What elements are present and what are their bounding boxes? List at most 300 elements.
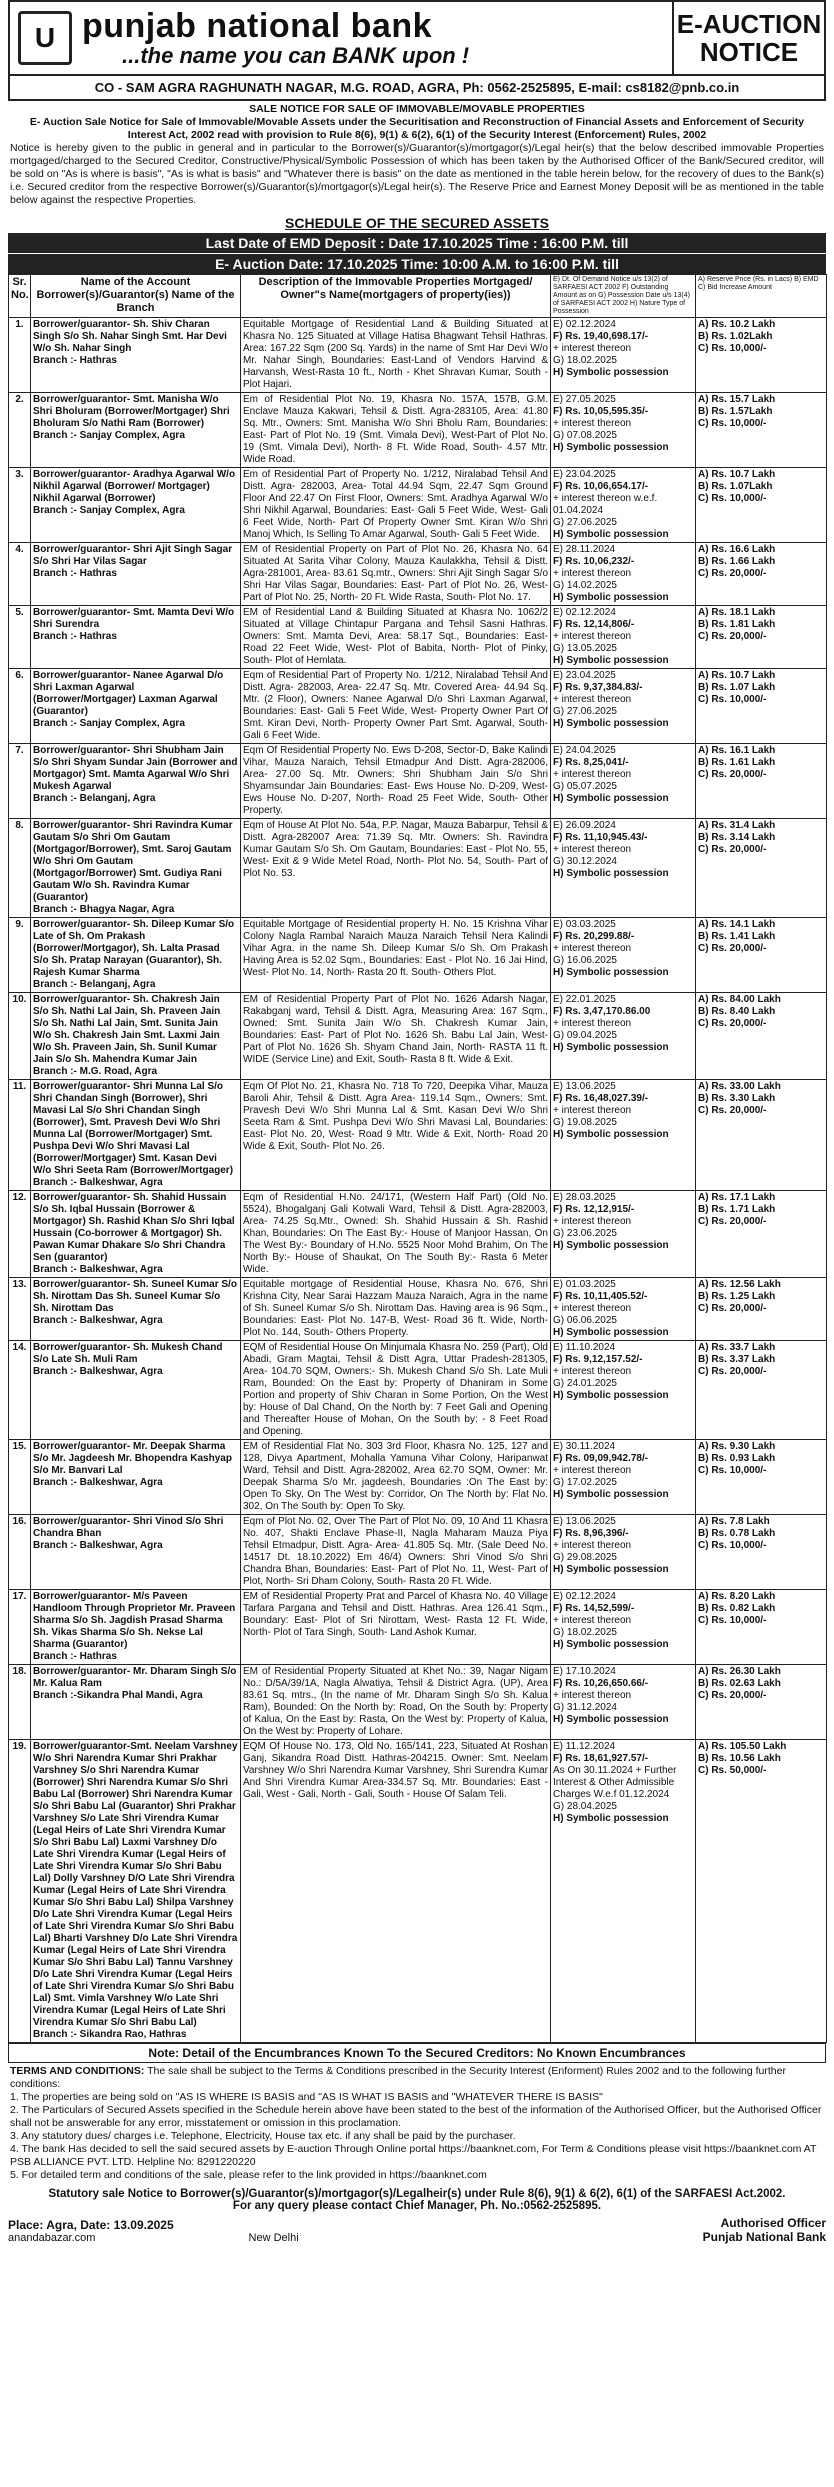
assets-table — [8, 274, 827, 2043]
branch-name: Branch :- Balkeshwar, Agra — [33, 1315, 163, 1326]
party-names: Borrower/guarantor- Sh. Dileep Kumar S/o Late of Sh. Om Prakash (Borrower/Mortgagor), Sh. Lalta Prasad S/o Sh. Pratap Narayan (Guarantor), Sh. Rajesh Kumar Sharma — [33, 919, 235, 978]
row-description: Equitable mortgage of Residential House, Khasra No. 676, Shri Krishna City, Near Sarai Hazzam Mauza Naraich, Agra in the name of Sh. Suneel Kumar S/o Sh. Nirottam Das. Having area is 96 Sqm., Boundaries: East- Plot No. 147-B, West- Road 36 ft. Wide, North- Plot No. 144, South- Others Property. — [241, 1278, 551, 1341]
outstanding-note: + interest thereon — [553, 631, 632, 642]
outstanding-note: + interest thereon — [553, 1216, 632, 1227]
row-sr: 11. — [9, 1080, 31, 1191]
bid-increase: C) Rs. 10,000/- — [698, 694, 767, 705]
reserve-price: A) Rs. 18.1 Lakh — [698, 607, 776, 618]
table-row — [9, 543, 827, 606]
row-party — [31, 543, 241, 606]
row-reserve — [696, 393, 827, 468]
outstanding: F) Rs. 8,96,396/- — [553, 1528, 629, 1539]
table-row — [9, 1191, 827, 1278]
row-description: EM of Residential Property on Part of Plot No. 26, Khasra No. 64 Situated At Sarita Vihar Colony, Mauza Kaulakkha, Tehsil & Distt. Agra-281001, Area- 83.61 Sq.mtr., Owners: Shri Ajit Singh Sagar S/o Shri Har Vilas Sagar, Boundaries: East- Part of Plot No. 26, West- Part of Plot No. 25, North- 20 Ft. Wide Rasta, South- Plot No. 17. — [241, 543, 551, 606]
statutory-line: Statutory sale Notice to Borrower(s)/Guarantor(s)/mortgagor(s)/Legalheir(s) under Rule 8(6), 9(1) & 6(2), 6(1) of the SARFAESI Act.2002. — [48, 2188, 786, 2200]
party-names: Borrower/guarantor- Sh. Chakresh Jain S/o Sh. Nathi Lal Jain, Sh. Praveen Jain S/o Sh. Nathi Lal Jain, Smt. Sunita Jain W/o Sh. Chakresh Jain Smt. Laxmi Jain W/o Sh. Praveen Jain, Sh. Sunil Kumar Jain S/o Sh. Mahendra Kumar Jain — [33, 994, 221, 1065]
row-amounts — [551, 1080, 696, 1191]
possession-type: H) Symbolic possession — [553, 1639, 669, 1650]
branch-name: Branch :- Belanganj, Agra — [33, 979, 156, 990]
outstanding-note: + interest thereon — [553, 1540, 632, 1551]
col-amt: E) Dt. Of Demand Notice u/s 13(2) of SARFAESI ACT 2002 F) Outstanding Amount as on G) Possession Date u/s 13(4) of SARFAESI ACT 2002 H) Nature Type of Possession — [551, 275, 696, 318]
outstanding: F) Rs. 09,09,942.78/- — [553, 1453, 649, 1464]
possession-date: G) 30.12.2024 — [553, 856, 617, 867]
reserve-price: A) Rs. 10.7 Lakh — [698, 469, 776, 480]
bid-increase: C) Rs. 20,000/- — [698, 568, 767, 579]
branch-name: Branch :- Bhagya Nagar, Agra — [33, 904, 175, 915]
party-names: Borrower/guarantor- Shri Vinod S/o Shri Chandra Bhan — [33, 1516, 224, 1539]
bid-increase: C) Rs. 20,000/- — [698, 631, 767, 642]
demand-date: E) 22.01.2025 — [553, 994, 616, 1005]
outstanding-note: + interest thereon — [553, 694, 632, 705]
demand-date: E) 30.11.2024 — [553, 1441, 616, 1452]
possession-date: G) 19.08.2025 — [553, 1117, 617, 1128]
signature — [703, 2216, 826, 2244]
demand-date: E) 02.12.2024 — [553, 1591, 616, 1602]
row-sr: 18. — [9, 1665, 31, 1740]
outstanding-note: + interest thereon — [553, 1465, 632, 1476]
possession-date: G) 24.01.2025 — [553, 1378, 617, 1389]
emd: B) Rs. 3.30 Lakh — [698, 1093, 776, 1104]
city: New Delhi — [248, 2232, 299, 2244]
branch-name: Branch :- Hathras — [33, 568, 117, 579]
branch-name: Branch :- Balkeshwar, Agra — [33, 1264, 163, 1275]
row-sr: 6. — [9, 669, 31, 744]
reserve-price: A) Rs. 33.7 Lakh — [698, 1342, 776, 1353]
branch-name: Branch :- Belanganj, Agra — [33, 793, 156, 804]
table-row — [9, 468, 827, 543]
emd: B) Rs. 8.40 Lakh — [698, 1006, 776, 1017]
terms-list — [10, 2091, 824, 2182]
place-date: Place: Agra, Date: 13.09.2025 — [8, 2218, 174, 2232]
row-party — [31, 1665, 241, 1740]
possession-type: H) Symbolic possession — [553, 592, 669, 603]
table-row — [9, 1440, 827, 1515]
row-description: EQM Of House No. 173, Old No. 165/141, 223, Situated At Roshan Ganj, Sikandra Road Distt. Hathras-204215. Owner: Smt. Neelam Varshney W/o Shri Narendra Kumar Varshney, Shri Surendra Kumar And Shri Virendra Kumar Area-334.57 Sq. Mtr. Boundaries: East - Gali, West - Gali, North - Gali, South - House Of Salam Teli. — [241, 1740, 551, 2043]
possession-type: H) Symbolic possession — [553, 1390, 669, 1401]
reserve-price: A) Rs. 10.7 Lakh — [698, 670, 776, 681]
outstanding: F) Rs. 10,06,654.17/- — [553, 481, 649, 492]
pnb-logo-icon: U — [18, 11, 72, 65]
table-row — [9, 1665, 827, 1740]
terms-item: 2. The Particulars of Secured Assets specified in the Schedule herein above have been stated to the best of the information of the Authorised Officer, but the Authorised Officer shall not be answerable for any error, misstatement or omission in this proclamation. — [10, 2104, 822, 2129]
emd: B) Rs. 02.63 Lakh — [698, 1678, 781, 1689]
row-party — [31, 993, 241, 1080]
col-party: Name of the Account Borrower(s)/Guarantor(s) Name of the Branch — [31, 275, 241, 318]
row-reserve — [696, 993, 827, 1080]
emd: B) Rs. 1.66 Lakh — [698, 556, 776, 567]
demand-date: E) 23.04.2025 — [553, 670, 616, 681]
table-row — [9, 993, 827, 1080]
party-names: Borrower/guarantor- Sh. Shahid Hussain S/o Sh. Iqbal Hussain (Borrower & Mortgagor) Sh. Rashid Khan S/o Shri Iqbal Hussain (Co-borrower & Mortgagor) Sh. Pawan Kumar Dhakare S/o Shri Chandra Sen (guarantor) — [33, 1192, 235, 1263]
row-reserve — [696, 1440, 827, 1515]
branch-name: Branch :- Balkeshwar, Agra — [33, 1540, 163, 1551]
table-row — [9, 606, 827, 669]
designation: Authorised Officer — [720, 2216, 826, 2230]
row-description: Em of Residential Part of Property No. 1/212, Niralabad Tehsil And Distt. Agra- 282003, Area- Total 44.94 Sqm, 22.47 Sqm Ground Floor And 22.47 On First Floor, Owners: Smt. Aradhya Agarwal W/o Shri Nikhil Agarwal, Boundaries: East- Gali 5 Feet Wide, West- Gali 6 Feet Wide, North- Part Of Property Owner Smt. Kiran W/o Shri Manoj Which, Is Selling To Amar Agarwal, South- Gali 5 Feet Wide. — [241, 468, 551, 543]
row-description: EM of Residential Property Prat and Parcel of Khasra No. 40 Village Tarfara Pargana and Tehsil and Distt. Hathras. Area 126.41 Sqm., Boundary: East- Plot of Sri Nirottam, West- Rasta 12 Ft. Wide, North- Plot of Tara Singh, South- Land Ashok Kumar. — [241, 1590, 551, 1665]
possession-type: H) Symbolic possession — [553, 1564, 669, 1575]
row-sr: 9. — [9, 918, 31, 993]
row-description: Eqm of Residential Part of Property No. 1/212, Niralabad Tehsil And Distt. Agra- 282003, Area- 22.47 Sq. Mtr. Covered Area- 44.94 Sq. Mtr. (2 Floor), Owners: Nanee Agarwal D/o Shri Laxman Agarwal, Boundaries: East- Gali 5 Feet Wide, West- Property Owner Part Of Smt. Kiran Devi, North- Property Owner Part Smt. Agarwal, South- Gali 6 Feet Wide. — [241, 669, 551, 744]
reserve-price: A) Rs. 105.50 Lakh — [698, 1741, 787, 1752]
query-line: For any query please contact Chief Manager, Ph. No.:0562-2525895. — [232, 2200, 602, 2212]
party-names: Borrower/guarantor- Shri Ravindra Kumar Gautam S/o Shri Om Gautam (Mortgagor/Borrower), Smt. Saroj Gautam W/o Shri Om Gautam (Mortgagor/Borrower) Smt. Gudiya Rani Gautam W/o Sh. Ravindra Kumar (Guarantor) — [33, 820, 233, 903]
row-party — [31, 1515, 241, 1590]
row-amounts — [551, 1341, 696, 1440]
emd: B) Rs. 1.81 Lakh — [698, 619, 776, 630]
table-row — [9, 1740, 827, 2043]
reserve-price: A) Rs. 8.20 Lakh — [698, 1591, 776, 1602]
table-row — [9, 819, 827, 918]
possession-date: G) 29.08.2025 — [553, 1552, 617, 1563]
terms-item: 4. The bank Has decided to sell the said secured assets by E-auction Through Online portal https://baanknet.com, For Term & Conditions please visit https://baanknet.com AT PSB ALLIANCE PVT. LTD. Helpline No: 8291220220 — [10, 2143, 817, 2168]
outstanding: F) Rs. 16,48,027.39/- — [553, 1093, 649, 1104]
demand-date: E) 02.12.2024 — [553, 319, 616, 330]
party-names: Borrower/guarantor- Smt. Manisha W/o Shri Bholuram (Borrower/Mortgager) Shri Bholuram S/o Nathi Ram (Borrower) — [33, 394, 230, 429]
possession-type: H) Symbolic possession — [553, 793, 669, 804]
branch-name: Branch :- Hathras — [33, 355, 117, 366]
bid-increase: C) Rs. 10,000/- — [698, 493, 767, 504]
bid-increase: C) Rs. 10,000/- — [698, 1615, 767, 1626]
outstanding: F) Rs. 10,06,232/- — [553, 556, 635, 567]
possession-date: G) 31.12.2024 — [553, 1702, 617, 1713]
outstanding-note: + interest thereon — [553, 943, 632, 954]
row-sr: 12. — [9, 1191, 31, 1278]
emd: B) Rs. 1.61 Lakh — [698, 757, 776, 768]
row-amounts — [551, 1665, 696, 1740]
outstanding-note: + interest thereon w.e.f. 01.04.2024 — [553, 493, 658, 516]
emd: B) Rs. 3.14 Lakh — [698, 832, 776, 843]
row-party — [31, 1740, 241, 2043]
possession-date: G) 23.06.2025 — [553, 1228, 617, 1239]
possession-type: H) Symbolic possession — [553, 442, 669, 453]
demand-date: E) 17.10.2024 — [553, 1666, 616, 1677]
source-line — [8, 2232, 299, 2244]
schedule-title: SCHEDULE OF THE SECURED ASSETS — [285, 215, 549, 231]
row-party — [31, 468, 241, 543]
demand-date: E) 11.12.2024 — [553, 1741, 616, 1752]
emd: B) Rs. 1.25 Lakh — [698, 1291, 776, 1302]
footer — [8, 2216, 826, 2244]
row-sr: 17. — [9, 1590, 31, 1665]
row-party — [31, 393, 241, 468]
row-amounts — [551, 393, 696, 468]
row-reserve — [696, 1341, 827, 1440]
row-description: Em of Residential Plot No. 19, Khasra No. 157A, 157B, G.M. Enclave Mauza Kakwari, Tehsil & Distt. Agra-283105, Area: 41.80 Sq. Mtr., Owners: Smt. Manisha W/o Shri Bholu Ram, Boundaries: East- Part of Plot No. 19 (Smt. Vimala Devi), West-Part of Plot No. 19 (Smt. Vimala Devi), North- 8 Ft. Wide Road, South- 4.57 Mtr. Wide Road. — [241, 393, 551, 468]
col-sr: Sr. No. — [9, 275, 31, 318]
party-names: Borrower/guarantor- Sh. Suneel Kumar S/o Sh. Nirottam Das Sh. Suneel Kumar S/o Sh. Nirottam Das — [33, 1279, 237, 1314]
row-amounts — [551, 468, 696, 543]
possession-date: G) 13.05.2025 — [553, 643, 617, 654]
row-reserve — [696, 1515, 827, 1590]
emd: B) Rs. 1.57Lakh — [698, 406, 773, 417]
row-amounts — [551, 993, 696, 1080]
demand-date: E) 28.03.2025 — [553, 1192, 616, 1203]
party-names: Borrower/guarantor- Shri Shubham Jain S/o Shri Shyam Sundar Jain (Borrower and Mortgagor) Smt. Mamta Agarwal W/o Shri Mukesh Agarwal — [33, 745, 238, 792]
emd: B) Rs. 1.02Lakh — [698, 331, 773, 342]
demand-date: E) 27.05.2025 — [553, 394, 616, 405]
address-line: CO - SAM AGRA RAGHUNATH NAGAR, M.G. ROAD, AGRA, Ph: 0562-2525895, E-mail: cs8182@pnb.co.in — [8, 76, 826, 101]
terms — [8, 2063, 826, 2184]
party-names: Borrower/guarantor- Sh. Shiv Charan Singh S/o Sh. Nahar Singh Smt. Har Devi W/o Sh. Nahar Singh — [33, 319, 227, 354]
demand-date: E) 28.11.2024 — [553, 544, 616, 555]
outstanding: F) Rs. 3,47,170.86.00 — [553, 1006, 651, 1017]
branch-name: Branch :- Balkeshwar, Agra — [33, 1477, 163, 1488]
branch-name: Branch :- Sanjay Complex, Agra — [33, 430, 185, 441]
row-reserve — [696, 1080, 827, 1191]
demand-date: E) 24.04.2025 — [553, 745, 616, 756]
row-reserve — [696, 318, 827, 393]
demand-date: E) 01.03.2025 — [553, 1279, 616, 1290]
bid-increase: C) Rs. 10,000/- — [698, 1540, 767, 1551]
col-desc: Description of the Immovable Properties Mortgaged/ Owner"s Name(mortgagers of property(ies)) — [241, 275, 551, 318]
row-party — [31, 819, 241, 918]
bid-increase: C) Rs. 20,000/- — [698, 844, 767, 855]
table-row — [9, 1278, 827, 1341]
reserve-price: A) Rs. 26.30 Lakh — [698, 1666, 781, 1677]
row-amounts — [551, 1278, 696, 1341]
party-names: Borrower/guarantor- Shri Ajit Singh Sagar S/o Shri Har Vilas Sagar — [33, 544, 233, 567]
branch-name: Branch :- Balkeshwar, Agra — [33, 1366, 163, 1377]
row-reserve — [696, 1665, 827, 1740]
reserve-price: A) Rs. 7.8 Lakh — [698, 1516, 770, 1527]
row-sr: 10. — [9, 993, 31, 1080]
possession-type: H) Symbolic possession — [553, 967, 669, 978]
table-row — [9, 1515, 827, 1590]
bid-increase: C) Rs. 10,000/- — [698, 418, 767, 429]
outstanding-note: + interest thereon — [553, 343, 632, 354]
possession-date: G) 14.02.2025 — [553, 580, 617, 591]
outstanding: F) Rs. 20,299.88/- — [553, 931, 635, 942]
reserve-price: A) Rs. 16.6 Lakh — [698, 544, 776, 555]
row-sr: 5. — [9, 606, 31, 669]
intro-heading2: E- Auction Sale Notice for Sale of Immovable/Movable Assets under the Securitisation and Reconstruction of Financial Assets and Enforcement of Security Interest Act, 2002 read with provision to Rule 8(6), 9(1) & 6(2), 6(1) of the Security Interest (Enforcement) Rules, 2002 — [29, 116, 805, 141]
reserve-price: A) Rs. 16.1 Lakh — [698, 745, 776, 756]
row-party — [31, 1341, 241, 1440]
row-party — [31, 918, 241, 993]
emd: B) Rs. 0.82 Lakh — [698, 1603, 776, 1614]
possession-date: G) 06.06.2025 — [553, 1315, 617, 1326]
notice-page — [8, 0, 826, 2487]
possession-type: H) Symbolic possession — [553, 1813, 669, 1824]
intro — [8, 101, 826, 209]
row-amounts — [551, 318, 696, 393]
demand-date: E) 03.03.2025 — [553, 919, 616, 930]
reserve-price: A) Rs. 33.00 Lakh — [698, 1081, 781, 1092]
possession-date: G) 05.07.2025 — [553, 781, 617, 792]
reserve-price: A) Rs. 17.1 Lakh — [698, 1192, 776, 1203]
row-reserve — [696, 744, 827, 819]
table-row — [9, 744, 827, 819]
row-description: Eqm of Plot No. 02, Over The Part of Plot No. 09, 10 And 11 Khasra No. 407, Shakti Enclave Phase-II, Nagla Maharam Mauza Piya Tehsil Etmadpur, Distt. Agra- Area- 41.805 Sq. Mtr. (Sale Deed No. 14517 Dt. 18.10.2022) Em 46/4) Owners: Shri Vinod S/o Shri Chandra Bhan, Boundaries: East- Part of Plot No. 11, West- Part of Plot, North- Sri Dham Colony, South- Rasta 20 Ft. Wide. — [241, 1515, 551, 1590]
header — [8, 0, 826, 76]
possession-type: H) Symbolic possession — [553, 718, 669, 729]
source: anandabazar.com — [8, 2232, 96, 2244]
row-amounts — [551, 744, 696, 819]
col-res: A) Reserve Price (Rs. in Lacs) B) EMD C) Bid Increase Amount — [696, 275, 827, 318]
reserve-price: A) Rs. 84.00 Lakh — [698, 994, 781, 1005]
notice-title — [674, 2, 824, 74]
table-row — [9, 1341, 827, 1440]
table-row — [9, 1590, 827, 1665]
demand-date: E) 26.09.2024 — [553, 820, 616, 831]
row-party — [31, 1440, 241, 1515]
row-amounts — [551, 1191, 696, 1278]
row-description: Eqm Of Residential Property No. Ews D-208, Sector-D, Bake Kalindi Vihar, Mauza Naraich, Tehsil Etmadpur And Distt. Agra-282006, Area- 27.00 Sq. Mtr. Owners: Shri Shubham Jain S/o Shri Shyamsundar Jain Boundaries: East- Ews House No. D-209, West- Ews House No. D-207, North- Road 25 Feet Wide, South- Other Property. — [241, 744, 551, 819]
outstanding-note: + interest thereon — [553, 769, 632, 780]
row-amounts — [551, 669, 696, 744]
row-party — [31, 318, 241, 393]
party-names: Borrower/guarantor- Sh. Mukesh Chand S/o Late Sh. Muli Ram — [33, 1342, 223, 1365]
notice-line2: NOTICE — [699, 37, 799, 67]
row-sr: 2. — [9, 393, 31, 468]
terms-heading: TERMS AND CONDITIONS: — [10, 2065, 145, 2077]
row-reserve — [696, 1278, 827, 1341]
intro-heading1: SALE NOTICE FOR SALE OF IMMOVABLE/MOVABLE PROPERTIES — [249, 103, 585, 115]
emd-bar: Last Date of EMD Deposit : Date 17.10.2025 Time : 16:00 P.M. till — [8, 233, 826, 253]
intro-body: Notice is hereby given to the public in general and in particular to the Borrower(s)/Guarantor(s)/mortgagor(s)/Legal heir(s) that the below described immovable Properties mortgaged/charged to the Secured Creditor, Constructive/Physical/Symbolic Possession of which has been taken by the Authorised Officer of the Bank/Secured creditor, will be sold on "As is where is basis", "As is what is basis" and "Whatever there is basis" on the date as mentioned in the table herein below, for the recovery of dues to the Bank(s) i.e. Secured creditor from the respective Borrower(s)/Guarantor(s)/mortgagor(s)/Legal heir(s). The Reserve Price and Earnest Money Deposit will be as mentioned in the table below against the respective Properties. — [10, 142, 824, 206]
emd: B) Rs. 1.07Lakh — [698, 481, 773, 492]
party-names: Borrower/guarantor-Smt. Neelam Varshney W/o Shri Narendra Kumar Shri Prakhar Varshney S/o Shri Narendra Kumar (Borrower) Shri Narendra Kumar S/o Shri Babu Lal (Borrower) Shri Narendra Kumar S/o Shri Babu Lal (Guarantor) Shri Prakhar Varshney S/o Late Shri Virendra Kumar (Legal Heirs of Late Shri Virendra Kumar S/o Shri Babu Lal) Laxmi Varshney D/o Late Shri Virendra Kumar (Legal Heirs of Late Shri Virendra Kumar S/o Shri Babu Lal) Dolly Varshney D/O Late Shri Virendra Kumar (Legal Heirs of Late Shri Virendra Kumar S/o Shri Babu Lal) Shilpa Varshney D/o Late Shri Virendra Kumar (Legal Heirs of Late Shri Virendra Kumar S/o Shri Babu Lal) Bharti Varshney D/o Late Shri Virendra Kumar (Legal Heirs of Late Shri Virendra Kumar S/o Shri Babu Lal) Tannu Varshney D/o Late Shri Virendra Kumar (Legal Heirs of Late Shri Virendra Kumar S/o Shri Babu Lal) Smt. Vimla Varshney W/o Late Shri Virendra Kumar (Legal Heirs of Late Shri Virendra Kumar S/o Shri Babu Lal) — [33, 1741, 238, 2028]
outstanding: F) Rs. 12,14,806/- — [553, 619, 635, 630]
row-sr: 13. — [9, 1278, 31, 1341]
row-description: EQM of Residential House On Minjumala Khasra No. 259 (Part), Old Abadi, Gram Magtai, Tehsil & Distt Agra, Uttar Pradesh-281305, Area- 104.70 SQM, Owners:- Sh. Mukesh Chand S/o Sh. Late Muli Ram, Bounded: On the East by: Property of Dhaniram in Some Portion and property of Shiv Charan in Some Portion, On the West by: House of Dal Chand, On the North by: 7 Feet Gali and Opening and Thereafter House of Mohan, On the South by: - 8 Feet Road and Opening. — [241, 1341, 551, 1440]
possession-date: G) 27.06.2025 — [553, 706, 617, 717]
emd: B) Rs. 0.78 Lakh — [698, 1528, 776, 1539]
party-names: Borrower/guarantor- M/s Paveen Handloom Through Proprietor Mr. Praveen Sharma S/o Sh. Jagdish Prasad Sharma Sh. Vikas Sharma S/o Sh. Nekse Lal Sharma (Guarantor) — [33, 1591, 236, 1650]
outstanding: F) Rs. 10,11,405.52/- — [553, 1291, 648, 1302]
outstanding: F) Rs. 12,12,915/- — [553, 1204, 635, 1215]
tagline: ...the name you can BANK upon ! — [122, 43, 470, 68]
possession-date: G) 17.02.2025 — [553, 1477, 617, 1488]
row-description: EM of Residential Land & Building Situated at Khasra No. 1062/2 Situated at Village Chintapur Pargana and Tehsil Sasni Hathras. Owners: Smt. Mamta Devi, Area: 58.17 Sqt., Boundaries: East- Road 22 Feet Wide, West- Plot of Babita, North- Plot of Pinky, South- Plot of Hemlata. — [241, 606, 551, 669]
party-names: Borrower/guarantor- Smt. Mamta Devi W/o Shri Surendra — [33, 607, 235, 630]
row-reserve — [696, 543, 827, 606]
row-sr: 16. — [9, 1515, 31, 1590]
row-party — [31, 1191, 241, 1278]
possession-type: H) Symbolic possession — [553, 1129, 669, 1140]
reserve-price: A) Rs. 14.1 Lakh — [698, 919, 776, 930]
table-row — [9, 393, 827, 468]
outstanding: F) Rs. 10,26,650.66/- — [553, 1678, 649, 1689]
branch-name: Branch :- Hathras — [33, 1651, 117, 1662]
bid-increase: C) Rs. 20,000/- — [698, 1105, 767, 1116]
party-names: Borrower/guarantor- Mr. Deepak Sharma S/o Mr. Jagdeesh Mr. Bhopendra Kashyap S/o Mr. Banvari Lal — [33, 1441, 232, 1476]
party-names: Borrower/guarantor- Aradhya Agarwal W/o Nikhil Agarwal (Borrower/ Mortgager) Nikhil Agarwal (Borrower) — [33, 469, 236, 504]
outstanding-note: + interest thereon — [553, 1105, 632, 1116]
party-names: Borrower/guarantor- Nanee Agarwal D/o Shri Laxman Agarwal (Borrower/Mortgager) Laxman Agarwal (Guarantor) — [33, 670, 224, 717]
bid-increase: C) Rs. 20,000/- — [698, 943, 767, 954]
table-row — [9, 318, 827, 393]
possession-date: G) 27.06.2025 — [553, 517, 617, 528]
branch-name: Branch :- M.G. Road, Agra — [33, 1066, 158, 1077]
row-party — [31, 1080, 241, 1191]
outstanding-note: + interest thereon — [553, 1366, 632, 1377]
table-row — [9, 669, 827, 744]
bid-increase: C) Rs. 20,000/- — [698, 1690, 767, 1701]
possession-type: H) Symbolic possession — [553, 367, 669, 378]
demand-date: E) 02.12.2024 — [553, 607, 616, 618]
row-party — [31, 669, 241, 744]
terms-item: 5. For detailed term and conditions of the sale, please refer to the link provided in https://baanknet.com — [10, 2169, 487, 2181]
outstanding: F) Rs. 9,12,157.52/- — [553, 1354, 643, 1365]
row-sr: 7. — [9, 744, 31, 819]
row-description: Eqm of Residential H.No. 24/171, (Western Half Part) (Old No. 5524), Bhogalganj Gali Kotwali Ward, Tehsil & Distt. Agra-282003, Area- 74.25 Sq.Mtr., Owned: Sh. Shahid Hussain & Sh. Rashid Khan, Boundaries: On The East By:- House of Manjoor Hassan, On The West By:- Boundary of H.No. 5525 Noor Mohd Brahim, On The North By:- House of Shaukat, On The South By:- Rasta 6 Meter Wide. — [241, 1191, 551, 1278]
bid-increase: C) Rs. 10,000/- — [698, 343, 767, 354]
row-reserve — [696, 669, 827, 744]
reserve-price: A) Rs. 9.30 Lakh — [698, 1441, 776, 1452]
emd: B) Rs. 10.56 Lakh — [698, 1753, 781, 1764]
table-row — [9, 1080, 827, 1191]
party-names: Borrower/guarantor- Shri Munna Lal S/o Shri Chandan Singh (Borrower), Shri Mavasi Lal S/o Shri Chandan Singh (Borrower), Smt. Pravesh Devi W/o Shri Munna Lal (Borrower/Mortgager) Smt. Pushpa Devi W/o Shri Mavasi Lal (Borrower/Mortgager) Smt. Kasan Devi W/o Shri Seeta Ram (Borrower/Mortgager) — [33, 1081, 234, 1176]
possession-date: G) 09.04.2025 — [553, 1030, 617, 1041]
bid-increase: C) Rs. 10,000/- — [698, 1465, 767, 1476]
branch-name: Branch :- Sanjay Complex, Agra — [33, 718, 185, 729]
outstanding: F) Rs. 8,25,041/- — [553, 757, 629, 768]
reserve-price: A) Rs. 12.56 Lakh — [698, 1279, 781, 1290]
branch-name: Branch :- Sanjay Complex, Agra — [33, 505, 185, 516]
demand-date: E) 11.10.2024 — [553, 1342, 616, 1353]
terms-item: 1. The properties are being sold on "AS IS WHERE IS BASIS and "AS IS WHAT IS BASIS and "WHATEVER THERE IS BASIS" — [10, 2091, 603, 2103]
row-sr: 19. — [9, 1740, 31, 2043]
possession-type: H) Symbolic possession — [553, 1489, 669, 1500]
reserve-price: A) Rs. 15.7 Lakh — [698, 394, 776, 405]
row-reserve — [696, 468, 827, 543]
row-description: EM of Residential Property Situated at Khet No.: 39, Nagar Nigam No.: D/5A/39/1A, Nagla Alwatiya, Tehsil & District Agra. (UP), Area 83.61 Sq. mtrs., (In the name of Mr. Dharam Singh S/o Sh. Kalua Ram), Bounded: On the North by: Road, On the South by: Property of Kalua, On the East by: Rasta, On the West by: Property of Kalua, On the West by: Property of Lohare. — [241, 1665, 551, 1740]
demand-date: E) 13.06.2025 — [553, 1516, 616, 1527]
brand — [10, 2, 674, 74]
possession-type: H) Symbolic possession — [553, 1240, 669, 1251]
possession-type: H) Symbolic possession — [553, 1714, 669, 1725]
outstanding: F) Rs. 18,61,927.57/- — [553, 1753, 649, 1764]
table-body — [9, 318, 827, 2043]
row-party — [31, 606, 241, 669]
possession-date: G) 18.02.2025 — [553, 355, 617, 366]
possession-type: H) Symbolic possession — [553, 529, 669, 540]
row-amounts — [551, 606, 696, 669]
row-party — [31, 1278, 241, 1341]
notice-line1: E-AUCTION — [676, 9, 822, 39]
row-amounts — [551, 1740, 696, 2043]
possession-type: H) Symbolic possession — [553, 1042, 669, 1053]
row-amounts — [551, 1590, 696, 1665]
outstanding-note: + interest thereon — [553, 1018, 632, 1029]
row-reserve — [696, 819, 827, 918]
outstanding-note: + interest thereon — [553, 1303, 632, 1314]
row-sr: 4. — [9, 543, 31, 606]
emd: B) Rs. 0.93 Lakh — [698, 1453, 776, 1464]
outstanding-note: + interest thereon — [553, 1615, 632, 1626]
bid-increase: C) Rs. 20,000/- — [698, 769, 767, 780]
branch-name: Branch :- Hathras — [33, 631, 117, 642]
possession-date: G) 28.04.2025 — [553, 1801, 617, 1812]
possession-date: G) 07.08.2025 — [553, 430, 617, 441]
emd: B) Rs. 3.37 Lakh — [698, 1354, 776, 1365]
bid-increase: C) Rs. 20,000/- — [698, 1018, 767, 1029]
bid-increase: C) Rs. 50,000/- — [698, 1765, 767, 1776]
emd: B) Rs. 1.07 Lakh — [698, 682, 776, 693]
row-party — [31, 744, 241, 819]
row-sr: 3. — [9, 468, 31, 543]
possession-type: H) Symbolic possession — [553, 1327, 669, 1338]
possession-type: H) Symbolic possession — [553, 655, 669, 666]
row-sr: 15. — [9, 1440, 31, 1515]
party-names: Borrower/guarantor- Mr. Dharam Singh S/o Mr. Kalua Ram — [33, 1666, 237, 1689]
row-description: Equitable Mortgage of Residential Land & Building Situated at Khasra No. 125 Situated at Village Hatisa Bhagwant Tehsil Hathras. Area: 167.22 Sqm (200 Sq. Yards) in the name of Smt Har Devi W/o Mr. Nahar Singh, Boundaries: East-Land of Vendors Harvind & Harvansh, West-Rasta 10 ft., North - Khet Shravan Kumar, South - Plot Hajari. — [241, 318, 551, 393]
row-sr: 14. — [9, 1341, 31, 1440]
bank-name: punjab national bank — [82, 7, 433, 45]
outstanding-note: + interest thereon — [553, 568, 632, 579]
